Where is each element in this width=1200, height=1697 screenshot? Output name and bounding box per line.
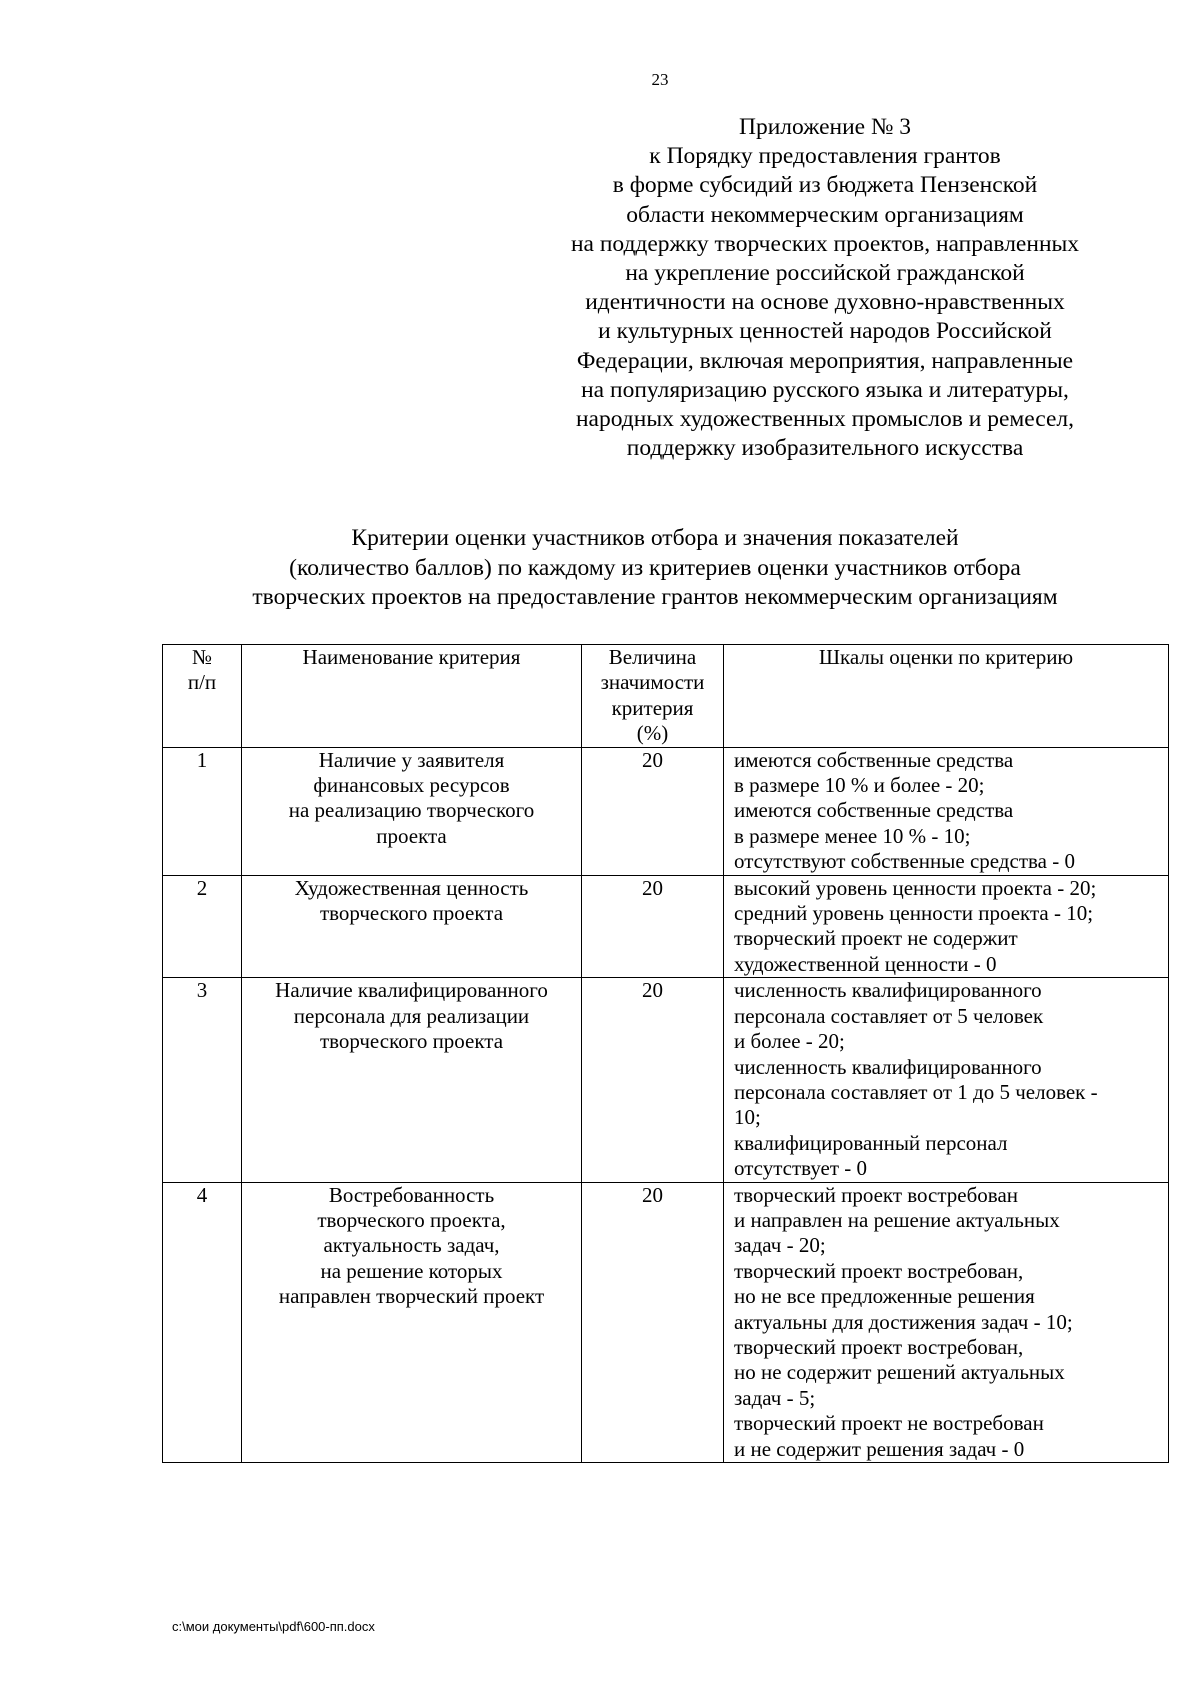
cell-text: численность квалифицированного bbox=[734, 1054, 1042, 1079]
cell-text: творческого проекта, bbox=[317, 1207, 506, 1232]
table-row bbox=[163, 1182, 1169, 1462]
cell-text: Наличие у заявителя bbox=[318, 747, 505, 772]
appendix-line: области некоммерческим организациям bbox=[626, 201, 1024, 228]
header-text: № bbox=[191, 645, 213, 669]
row-weight bbox=[582, 978, 724, 1182]
row-name bbox=[242, 978, 582, 1182]
cell-text: творческий проект востребован, bbox=[734, 1258, 1024, 1283]
table-row bbox=[163, 875, 1169, 978]
cell-text: квалифицированный персонал bbox=[734, 1130, 1008, 1155]
row-name bbox=[242, 1182, 582, 1462]
cell-text: творческий проект востребован bbox=[734, 1182, 1019, 1207]
criteria-title bbox=[160, 524, 1150, 613]
header-text: критерия bbox=[611, 695, 694, 720]
footer-file-path: c:\мои документы\pdf\600-пп.docx bbox=[172, 1619, 375, 1634]
criteria-table bbox=[162, 644, 1169, 1463]
appendix-line: на поддержку творческих проектов, направленных bbox=[570, 230, 1080, 257]
appendix-line: в форме субсидий из бюджета Пензенской bbox=[612, 172, 1038, 199]
cell-text: 4 bbox=[196, 1182, 208, 1207]
cell-text: 1 bbox=[196, 747, 208, 772]
appendix-line: Федерации, включая мероприятия, направленные bbox=[576, 347, 1074, 374]
cell-text: задач - 20; bbox=[734, 1233, 826, 1258]
row-weight bbox=[582, 875, 724, 978]
cell-text: но не содержит решений актуальных bbox=[734, 1360, 1065, 1385]
appendix-line: поддержку изобразительного искусства bbox=[626, 435, 1024, 462]
cell-text: персонала составляет от 5 человек bbox=[734, 1003, 1044, 1028]
cell-text: 20 bbox=[642, 1182, 663, 1207]
title-line: Критерии оценки участников отбора и значения показателей bbox=[351, 525, 959, 551]
cell-text: и не содержит решения задач - 0 bbox=[734, 1436, 1025, 1461]
cell-text: творческий проект не содержит bbox=[734, 926, 1018, 951]
cell-text: на решение которых bbox=[320, 1258, 503, 1283]
header-text: Наименование критерия bbox=[302, 645, 521, 669]
cell-text: но не все предложенные решения bbox=[734, 1284, 1035, 1309]
cell-text: в размере 10 % и более - 20; bbox=[734, 773, 985, 798]
cell-text: 20 bbox=[642, 978, 663, 1003]
row-weight bbox=[582, 1182, 724, 1462]
cell-text: 10; bbox=[734, 1105, 761, 1130]
row-scale bbox=[724, 875, 1169, 978]
row-scale bbox=[724, 1182, 1169, 1462]
row-num bbox=[163, 1182, 242, 1462]
row-num bbox=[163, 875, 242, 978]
cell-text: на реализацию творческого bbox=[288, 798, 535, 823]
cell-text: финансовых ресурсов bbox=[313, 773, 510, 798]
header-num bbox=[163, 645, 242, 748]
cell-text: художественной ценности - 0 bbox=[734, 951, 997, 976]
cell-text: творческий проект не востребован bbox=[734, 1411, 1044, 1436]
title-line: (количество баллов) по каждому из критериев оценки участников отбора bbox=[289, 554, 1021, 581]
appendix-line: на популяризацию русского языка и литературы, bbox=[581, 376, 1069, 403]
cell-text: проекта bbox=[376, 823, 447, 848]
header-weight bbox=[582, 645, 724, 748]
cell-text: актуальны для достижения задач - 10; bbox=[734, 1309, 1073, 1334]
header-text: Шкалы оценки по критерию bbox=[818, 645, 1074, 669]
cell-text: имеются собственные средства bbox=[734, 747, 1014, 772]
row-scale bbox=[724, 747, 1169, 875]
cell-text: отсутствует - 0 bbox=[734, 1156, 868, 1181]
header-text: (%) bbox=[636, 721, 669, 746]
row-name bbox=[242, 875, 582, 978]
table-row bbox=[163, 978, 1169, 1182]
cell-text: имеются собственные средства bbox=[734, 798, 1014, 823]
cell-text: 20 bbox=[642, 747, 663, 772]
cell-text: Художественная ценность bbox=[294, 875, 529, 900]
appendix-line: народных художественных промыслов и ремесел, bbox=[575, 406, 1075, 433]
page-number: 23 bbox=[651, 70, 669, 89]
header-text: п/п bbox=[187, 670, 217, 695]
cell-text: Наличие квалифицированного bbox=[275, 978, 548, 1003]
row-scale bbox=[724, 978, 1169, 1182]
cell-text: направлен творческий проект bbox=[278, 1284, 545, 1309]
cell-text: в размере менее 10 % - 10; bbox=[734, 823, 971, 848]
appendix-line: Приложение № 3 bbox=[738, 114, 912, 140]
table-header-row bbox=[163, 645, 1169, 748]
cell-text: творческий проект востребован, bbox=[734, 1334, 1024, 1359]
cell-text: средний уровень ценности проекта - 10; bbox=[734, 901, 1094, 926]
appendix-line: к Порядку предоставления грантов bbox=[649, 143, 1001, 170]
cell-text: численность квалифицированного bbox=[734, 978, 1042, 1003]
cell-text: 2 bbox=[196, 875, 208, 900]
row-weight bbox=[582, 747, 724, 875]
cell-text: творческого проекта bbox=[319, 1029, 504, 1054]
header-text: значимости bbox=[600, 670, 705, 695]
cell-text: творческого проекта bbox=[319, 901, 504, 926]
cell-text: персонала для реализации bbox=[293, 1003, 530, 1028]
header-name bbox=[242, 645, 582, 748]
cell-text: задач - 5; bbox=[734, 1385, 816, 1410]
appendix-line: на укрепление российской гражданской bbox=[625, 260, 1025, 287]
title-line: творческих проектов на предоставление грантов некоммерческим организациям bbox=[252, 584, 1058, 610]
cell-text: отсутствуют собственные средства - 0 bbox=[734, 849, 1075, 874]
row-num bbox=[163, 978, 242, 1182]
cell-text: и направлен на решение актуальных bbox=[734, 1207, 1060, 1232]
table-row bbox=[163, 747, 1169, 875]
appendix-header bbox=[520, 113, 1130, 463]
appendix-line: и культурных ценностей народов Российской bbox=[598, 318, 1052, 345]
row-num bbox=[163, 747, 242, 875]
cell-text: актуальность задач, bbox=[323, 1233, 500, 1258]
header-text: Величина bbox=[608, 645, 697, 669]
cell-text: и более - 20; bbox=[734, 1029, 845, 1054]
appendix-line: идентичности на основе духовно-нравственных bbox=[585, 289, 1065, 316]
header-scale bbox=[724, 645, 1169, 748]
row-name bbox=[242, 747, 582, 875]
cell-text: Востребованность bbox=[328, 1182, 495, 1207]
cell-text: 3 bbox=[196, 978, 208, 1003]
cell-text: персонала составляет от 1 до 5 человек - bbox=[734, 1079, 1098, 1104]
cell-text: высокий уровень ценности проекта - 20; bbox=[734, 875, 1097, 900]
cell-text: 20 bbox=[642, 875, 663, 900]
